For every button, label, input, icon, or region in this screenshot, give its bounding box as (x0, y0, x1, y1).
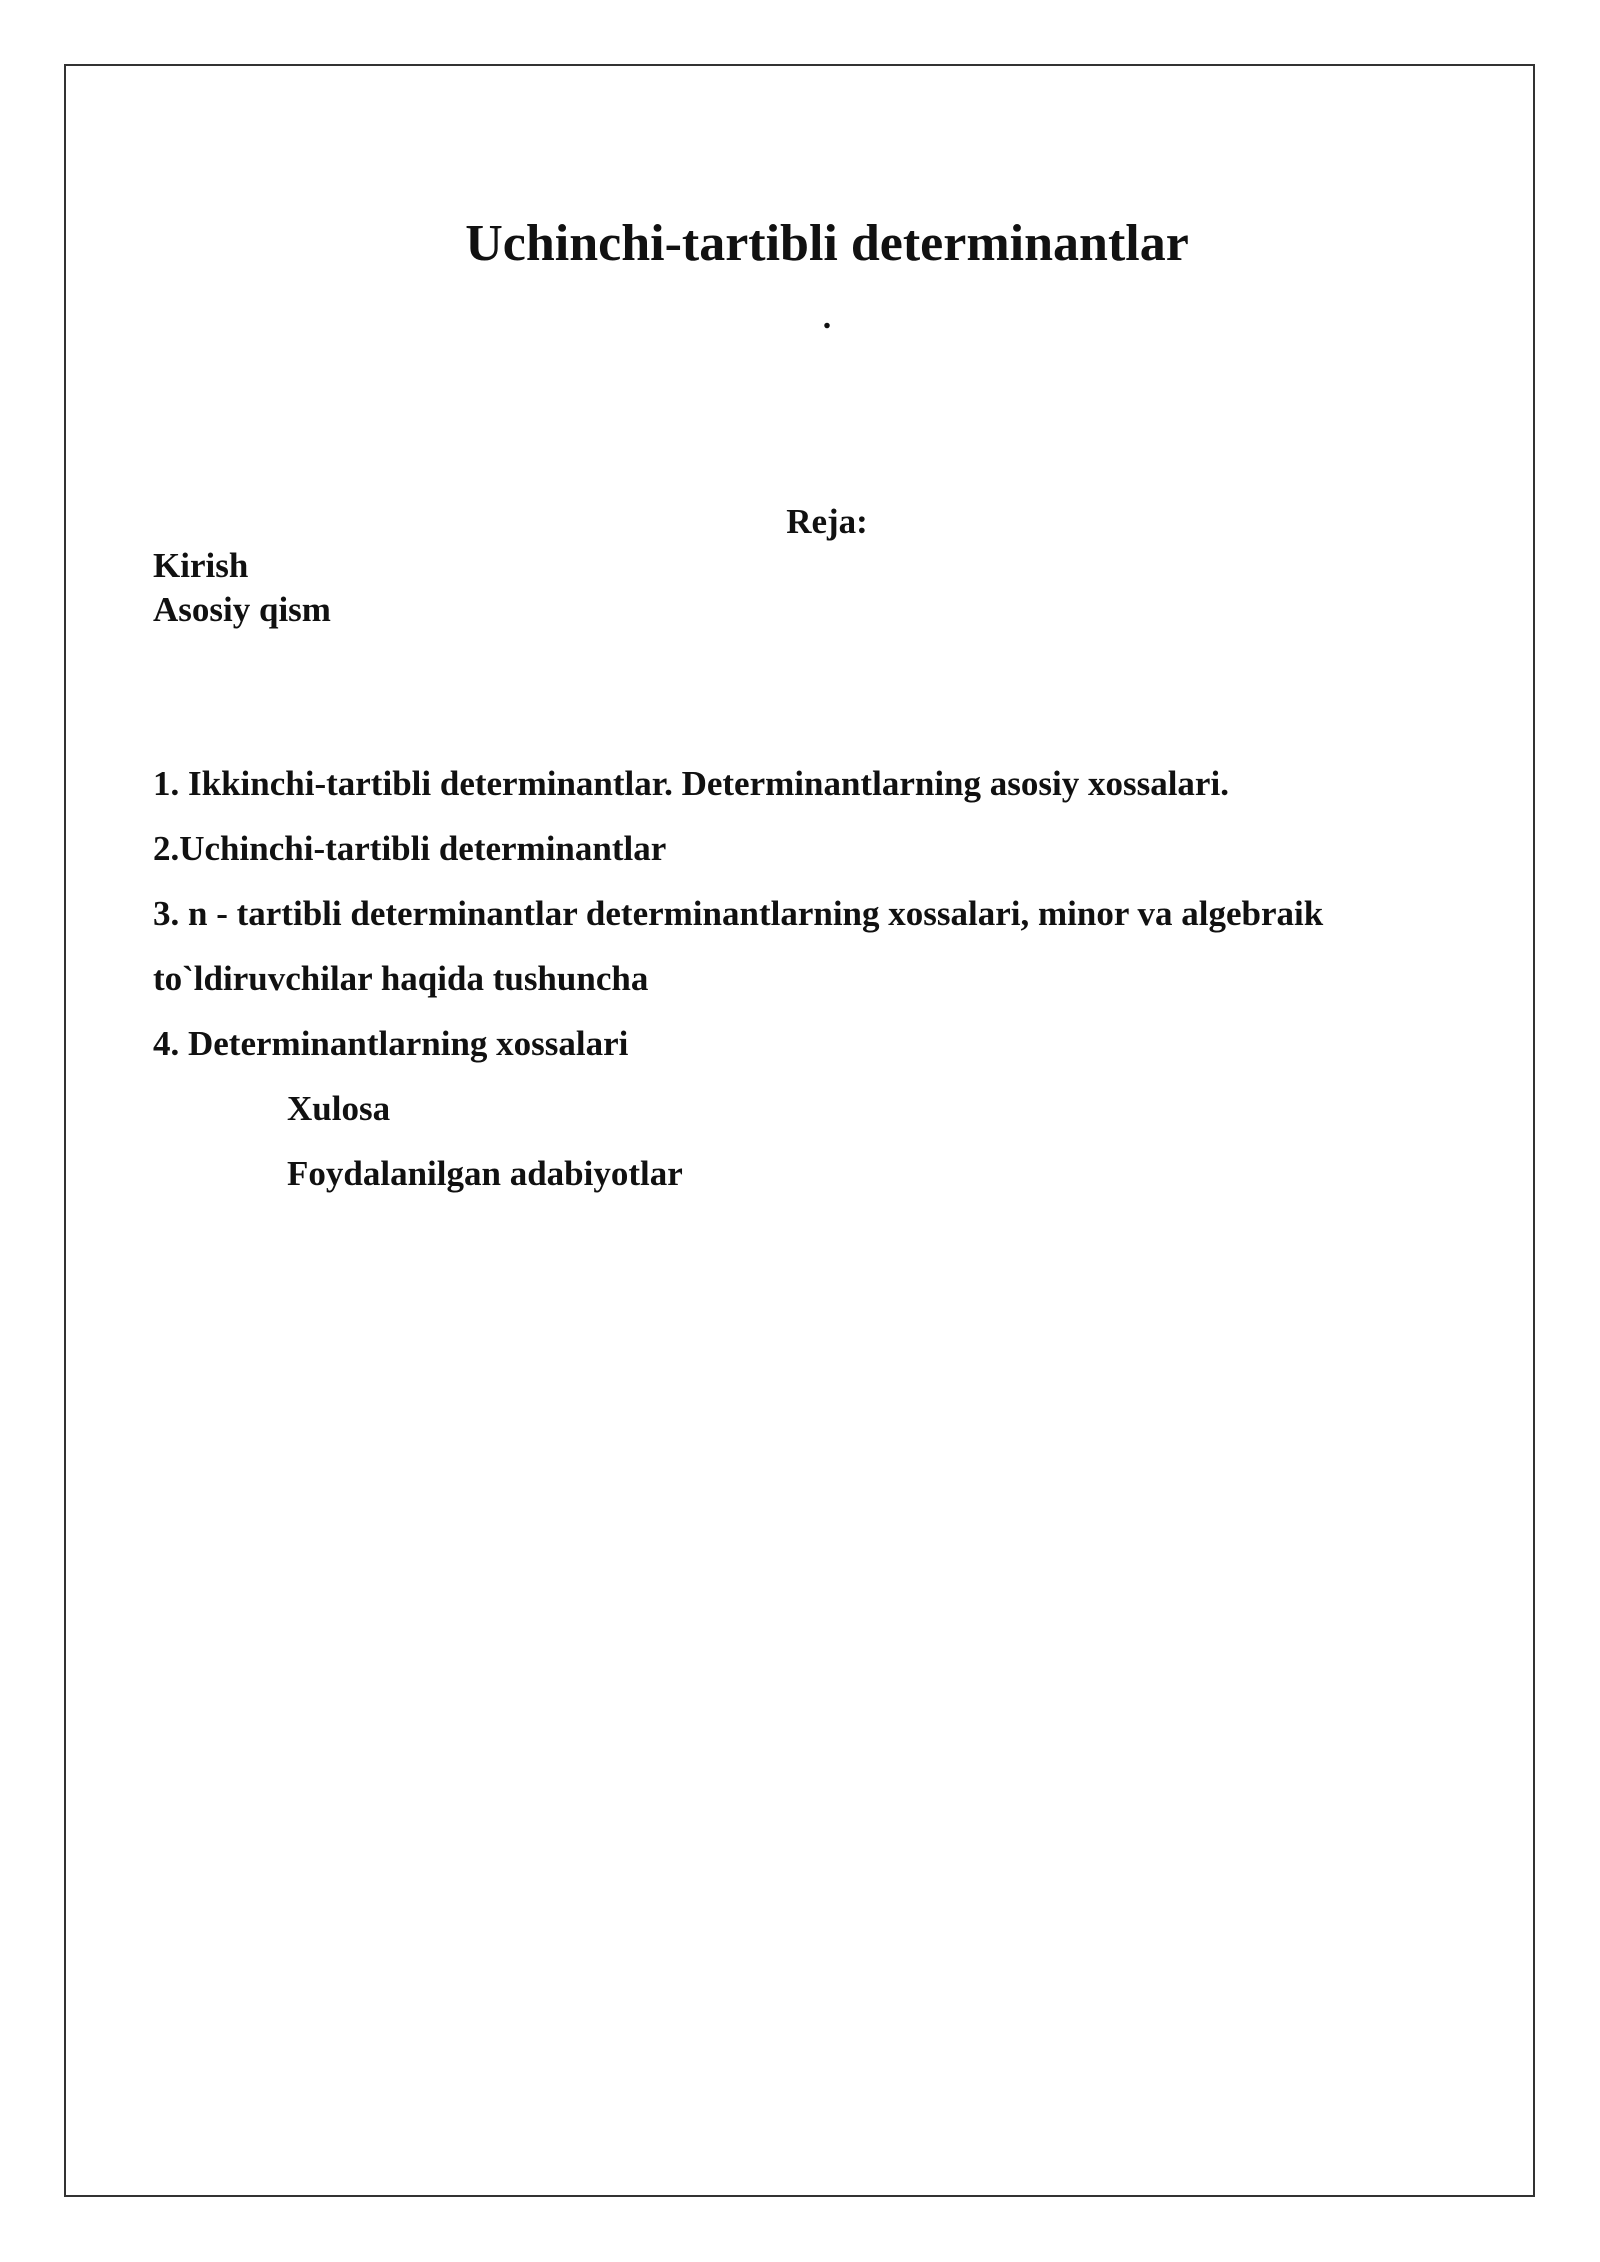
plan-item-3-continuation: to`ldiruvchilar haqida tushuncha (153, 959, 649, 998)
plan-item-3: 3. n - tartibli determinantlar determinantlarning xossalari, minor va algebraik (153, 894, 1324, 933)
plan-item-xulosa: Xulosa (287, 1089, 391, 1128)
plan-item-2: 2.Uchinchi-tartibli determinantlar (153, 829, 667, 868)
page-border (64, 64, 1535, 2197)
document-title: Uchinchi-tartibli determinantlar (465, 215, 1189, 272)
plan-heading: Reja: (786, 502, 868, 541)
intro-item-asosiy-qism: Asosiy qism (153, 590, 331, 629)
plan-item-4: 4. Determinantlarning xossalari (153, 1024, 629, 1063)
plan-item-1: 1. Ikkinchi-tartibli determinantlar. Determinantlarning asosiy xossalari. (153, 764, 1229, 803)
title-dot: . (822, 299, 832, 336)
intro-item-kirish: Kirish (153, 546, 249, 585)
plan-item-adabiyotlar: Foydalanilgan adabiyotlar (287, 1154, 683, 1193)
